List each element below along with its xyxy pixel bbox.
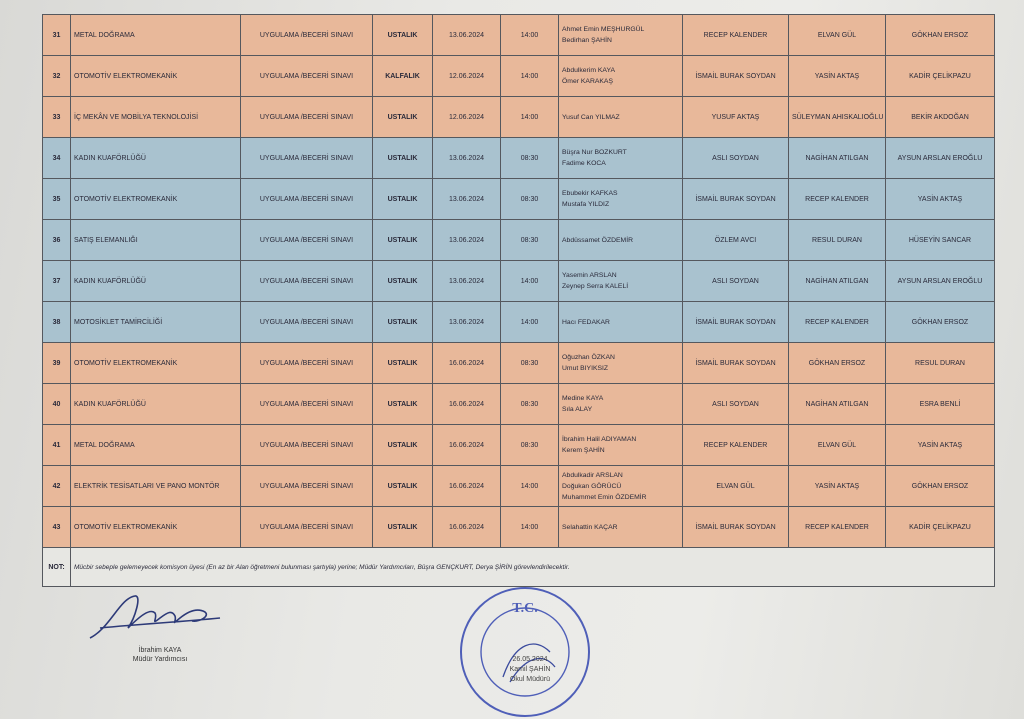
exam-type: UYGULAMA /BECERİ SINAVI bbox=[241, 466, 373, 507]
exam-type: UYGULAMA /BECERİ SINAVI bbox=[241, 179, 373, 220]
row-number: 37 bbox=[43, 261, 71, 302]
exam-date: 16.06.2024 bbox=[433, 466, 501, 507]
row-number: 31 bbox=[43, 15, 71, 56]
commission-member-1: ASLI SOYDAN bbox=[683, 138, 789, 179]
candidate-name: Bedirhan ŞAHİN bbox=[562, 37, 612, 44]
occupation-area: OTOMOTİV ELEKTROMEKANİK bbox=[71, 56, 241, 97]
exam-level: USTALIK bbox=[373, 138, 433, 179]
row-number: 33 bbox=[43, 97, 71, 138]
exam-time: 14:00 bbox=[501, 507, 559, 548]
exam-time: 08:30 bbox=[501, 343, 559, 384]
exam-level: USTALIK bbox=[373, 466, 433, 507]
table-row bbox=[43, 220, 995, 261]
exam-type: UYGULAMA /BECERİ SINAVI bbox=[241, 261, 373, 302]
table-row bbox=[43, 138, 995, 179]
commission-member-2: NAGİHAN ATILGAN bbox=[789, 261, 886, 302]
candidate-name: Abdulkadir ARSLAN bbox=[562, 471, 623, 479]
table-row bbox=[43, 15, 995, 56]
candidates-cell bbox=[559, 466, 683, 507]
commission-member-1: RECEP KALENDER bbox=[683, 15, 789, 56]
exam-schedule-table bbox=[42, 14, 995, 587]
exam-level: KALFALIK bbox=[373, 56, 433, 97]
candidate-name: Ömer KARAKAŞ bbox=[562, 78, 613, 85]
candidate-name: Umut BIYIKSIZ bbox=[562, 365, 609, 372]
candidate-name: Selahattin KAÇAR bbox=[562, 523, 618, 531]
commission-member-3: AYSUN ARSLAN EROĞLU bbox=[886, 261, 995, 302]
candidate-name: Yusuf Can YILMAZ bbox=[562, 113, 620, 121]
commission-member-1: YUSUF AKTAŞ bbox=[683, 97, 789, 138]
candidates-cell bbox=[559, 179, 683, 220]
exam-time: 14:00 bbox=[501, 302, 559, 343]
exam-time: 14:00 bbox=[501, 15, 559, 56]
commission-member-1: İSMAİL BURAK SOYDAN bbox=[683, 343, 789, 384]
exam-time: 14:00 bbox=[501, 466, 559, 507]
candidate-name: Abdüssamet ÖZDEMİR bbox=[562, 236, 634, 244]
vice-principal-signature bbox=[80, 588, 230, 663]
note-row bbox=[43, 548, 995, 587]
signer-title: Müdür Yardımcısı bbox=[132, 656, 188, 663]
candidates-cell bbox=[559, 343, 683, 384]
commission-member-1: İSMAİL BURAK SOYDAN bbox=[683, 56, 789, 97]
candidate-name: Medine KAYA bbox=[562, 395, 604, 402]
candidates-cell bbox=[559, 97, 683, 138]
exam-type: UYGULAMA /BECERİ SINAVI bbox=[241, 343, 373, 384]
candidate-name: Kerem ŞAHİN bbox=[562, 447, 605, 454]
table-row bbox=[43, 466, 995, 507]
exam-date: 16.06.2024 bbox=[433, 343, 501, 384]
exam-type: UYGULAMA /BECERİ SINAVI bbox=[241, 507, 373, 548]
exam-date: 13.06.2024 bbox=[433, 220, 501, 261]
commission-member-2: ELVAN GÜL bbox=[789, 425, 886, 466]
row-number: 35 bbox=[43, 179, 71, 220]
exam-date: 13.06.2024 bbox=[433, 138, 501, 179]
commission-member-2: RESUL DURAN bbox=[789, 220, 886, 261]
row-number: 38 bbox=[43, 302, 71, 343]
exam-date: 12.06.2024 bbox=[433, 56, 501, 97]
row-number: 40 bbox=[43, 384, 71, 425]
candidate-name: Oğuzhan ÖZKAN bbox=[562, 354, 615, 361]
candidate-name: Mustafa YILDIZ bbox=[562, 201, 610, 208]
occupation-area: ELEKTRİK TESİSATLARI VE PANO MONTÖR bbox=[71, 466, 241, 507]
svg-text:T.C.: T.C. bbox=[512, 601, 538, 616]
candidate-name: İbrahim Halil ADIYAMAN bbox=[562, 436, 637, 443]
candidate-name: Büşra Nur BOZKURT bbox=[562, 149, 627, 156]
exam-time: 14:00 bbox=[501, 56, 559, 97]
row-number: 34 bbox=[43, 138, 71, 179]
exam-time: 14:00 bbox=[501, 261, 559, 302]
table-row bbox=[43, 343, 995, 384]
exam-date: 12.06.2024 bbox=[433, 97, 501, 138]
commission-member-3: KADİR ÇELİKPAZU bbox=[886, 56, 995, 97]
commission-member-1: RECEP KALENDER bbox=[683, 425, 789, 466]
candidate-name: Ahmet Emin MEŞHURGÜL bbox=[562, 26, 645, 33]
approval-date: 26.05.2024 bbox=[512, 656, 548, 663]
table-row bbox=[43, 302, 995, 343]
occupation-area: OTOMOTİV ELEKTROMEKANİK bbox=[71, 179, 241, 220]
exam-date: 16.06.2024 bbox=[433, 507, 501, 548]
exam-level: USTALIK bbox=[373, 179, 433, 220]
candidate-name: Abdulkerim KAYA bbox=[562, 67, 616, 74]
commission-member-3: GÖKHAN ERSOZ bbox=[886, 302, 995, 343]
candidate-name: Fadime KOCA bbox=[562, 160, 606, 167]
commission-member-2: YASİN AKTAŞ bbox=[789, 466, 886, 507]
exam-level: USTALIK bbox=[373, 220, 433, 261]
occupation-area: METAL DOĞRAMA bbox=[71, 15, 241, 56]
candidates-cell bbox=[559, 302, 683, 343]
exam-time: 08:30 bbox=[501, 138, 559, 179]
exam-level: USTALIK bbox=[373, 261, 433, 302]
row-number: 42 bbox=[43, 466, 71, 507]
exam-level: USTALIK bbox=[373, 384, 433, 425]
exam-type: UYGULAMA /BECERİ SINAVI bbox=[241, 302, 373, 343]
commission-member-3: GÖKHAN ERSOZ bbox=[886, 466, 995, 507]
commission-member-3: GÖKHAN ERSOZ bbox=[886, 15, 995, 56]
principal-name: Kamil ŞAHİN bbox=[509, 666, 551, 673]
exam-time: 08:30 bbox=[501, 425, 559, 466]
table-row bbox=[43, 261, 995, 302]
exam-type: UYGULAMA /BECERİ SINAVI bbox=[241, 97, 373, 138]
commission-member-3: YASİN AKTAŞ bbox=[886, 425, 995, 466]
candidate-name: Yasemin ARSLAN bbox=[562, 272, 617, 279]
handwritten-signature bbox=[80, 588, 230, 648]
exam-level: USTALIK bbox=[373, 343, 433, 384]
exam-level: USTALIK bbox=[373, 15, 433, 56]
row-number: 41 bbox=[43, 425, 71, 466]
exam-type: UYGULAMA /BECERİ SINAVI bbox=[241, 15, 373, 56]
exam-type: UYGULAMA /BECERİ SINAVI bbox=[241, 384, 373, 425]
commission-member-1: ELVAN GÜL bbox=[683, 466, 789, 507]
candidate-name: Hacı FEDAKAR bbox=[562, 318, 610, 326]
commission-member-1: İSMAİL BURAK SOYDAN bbox=[683, 179, 789, 220]
commission-member-3: YASİN AKTAŞ bbox=[886, 179, 995, 220]
exam-type: UYGULAMA /BECERİ SINAVI bbox=[241, 425, 373, 466]
candidate-name: Sıla ALAY bbox=[562, 406, 593, 413]
row-number: 32 bbox=[43, 56, 71, 97]
occupation-area: KADIN KUAFÖRLÜĞÜ bbox=[71, 138, 241, 179]
exam-type: UYGULAMA /BECERİ SINAVI bbox=[241, 220, 373, 261]
commission-member-3: HÜSEYİN SANCAR bbox=[886, 220, 995, 261]
candidate-name: Doğukan GÖRÜCÜ bbox=[562, 482, 622, 490]
commission-member-2: YASİN AKTAŞ bbox=[789, 56, 886, 97]
table-row bbox=[43, 56, 995, 97]
occupation-area: SATIŞ ELEMANLIĞI bbox=[71, 220, 241, 261]
row-number: 36 bbox=[43, 220, 71, 261]
school-seal-stamp bbox=[455, 582, 595, 719]
commission-member-3: RESUL DURAN bbox=[886, 343, 995, 384]
occupation-area: KADIN KUAFÖRLÜĞÜ bbox=[71, 384, 241, 425]
exam-time: 08:30 bbox=[501, 384, 559, 425]
row-number: 43 bbox=[43, 507, 71, 548]
signer-name: İbrahim KAYA bbox=[138, 647, 182, 654]
occupation-area: KADIN KUAFÖRLÜĞÜ bbox=[71, 261, 241, 302]
commission-member-2: RECEP KALENDER bbox=[789, 507, 886, 548]
note-text: Mücbir sebeple gelemeyecek komisyon üyesi (En az bir Alan öğretmeni bulunması şartıyla) yerine; Müdür Yardımcıları, Büşra GENÇKURT, Derya ŞİRİN görevlendirilecektir. bbox=[71, 548, 995, 587]
occupation-area: MOTOSİKLET TAMİRCİLİĞİ bbox=[71, 302, 241, 343]
commission-member-3: ESRA BENLİ bbox=[886, 384, 995, 425]
commission-member-2: RECEP KALENDER bbox=[789, 179, 886, 220]
exam-level: USTALIK bbox=[373, 425, 433, 466]
candidate-name: Zeynep Serra KALELİ bbox=[562, 283, 629, 290]
principal-signature-block bbox=[490, 655, 570, 685]
candidate-name: Muhammet Emin ÖZDEMİR bbox=[562, 493, 647, 501]
commission-member-1: ASLI SOYDAN bbox=[683, 384, 789, 425]
commission-member-2: NAGİHAN ATILGAN bbox=[789, 384, 886, 425]
candidates-cell bbox=[559, 384, 683, 425]
commission-member-3: AYSUN ARSLAN EROĞLU bbox=[886, 138, 995, 179]
commission-member-1: ÖZLEM AVCI bbox=[683, 220, 789, 261]
commission-member-1: İSMAİL BURAK SOYDAN bbox=[683, 507, 789, 548]
exam-type: UYGULAMA /BECERİ SINAVI bbox=[241, 138, 373, 179]
commission-member-2: SÜLEYMAN AHISKALIOĞLU bbox=[789, 97, 886, 138]
candidates-cell bbox=[559, 261, 683, 302]
exam-time: 14:00 bbox=[501, 97, 559, 138]
commission-member-2: RECEP KALENDER bbox=[789, 302, 886, 343]
table-row bbox=[43, 97, 995, 138]
commission-member-2: NAGİHAN ATILGAN bbox=[789, 138, 886, 179]
exam-date: 13.06.2024 bbox=[433, 302, 501, 343]
table-row bbox=[43, 384, 995, 425]
table-row bbox=[43, 507, 995, 548]
candidates-cell bbox=[559, 220, 683, 261]
exam-type: UYGULAMA /BECERİ SINAVI bbox=[241, 56, 373, 97]
exam-time: 08:30 bbox=[501, 220, 559, 261]
commission-member-1: İSMAİL BURAK SOYDAN bbox=[683, 302, 789, 343]
occupation-area: METAL DOĞRAMA bbox=[71, 425, 241, 466]
candidate-name: Ebubekir KAFKAS bbox=[562, 190, 618, 197]
table-row bbox=[43, 425, 995, 466]
candidates-cell bbox=[559, 138, 683, 179]
commission-member-1: ASLI SOYDAN bbox=[683, 261, 789, 302]
exam-level: USTALIK bbox=[373, 302, 433, 343]
table-row bbox=[43, 179, 995, 220]
exam-level: USTALIK bbox=[373, 97, 433, 138]
exam-level: USTALIK bbox=[373, 507, 433, 548]
note-label: NOT: bbox=[43, 548, 71, 587]
exam-date: 13.06.2024 bbox=[433, 15, 501, 56]
candidates-cell bbox=[559, 507, 683, 548]
exam-time: 08:30 bbox=[501, 179, 559, 220]
occupation-area: OTOMOTİV ELEKTROMEKANİK bbox=[71, 343, 241, 384]
occupation-area: OTOMOTİV ELEKTROMEKANİK bbox=[71, 507, 241, 548]
occupation-area: İÇ MEKÂN VE MOBİLYA TEKNOLOJİSİ bbox=[71, 97, 241, 138]
commission-member-2: GÖKHAN ERSOZ bbox=[789, 343, 886, 384]
row-number: 39 bbox=[43, 343, 71, 384]
commission-member-2: ELVAN GÜL bbox=[789, 15, 886, 56]
candidates-cell bbox=[559, 15, 683, 56]
principal-title: Okul Müdürü bbox=[509, 676, 551, 683]
candidates-cell bbox=[559, 425, 683, 466]
exam-date: 13.06.2024 bbox=[433, 261, 501, 302]
exam-date: 16.06.2024 bbox=[433, 384, 501, 425]
commission-member-3: BEKİR AKDOĞAN bbox=[886, 97, 995, 138]
exam-date: 13.06.2024 bbox=[433, 179, 501, 220]
commission-member-3: KADİR ÇELİKPAZU bbox=[886, 507, 995, 548]
candidates-cell bbox=[559, 56, 683, 97]
exam-date: 16.06.2024 bbox=[433, 425, 501, 466]
